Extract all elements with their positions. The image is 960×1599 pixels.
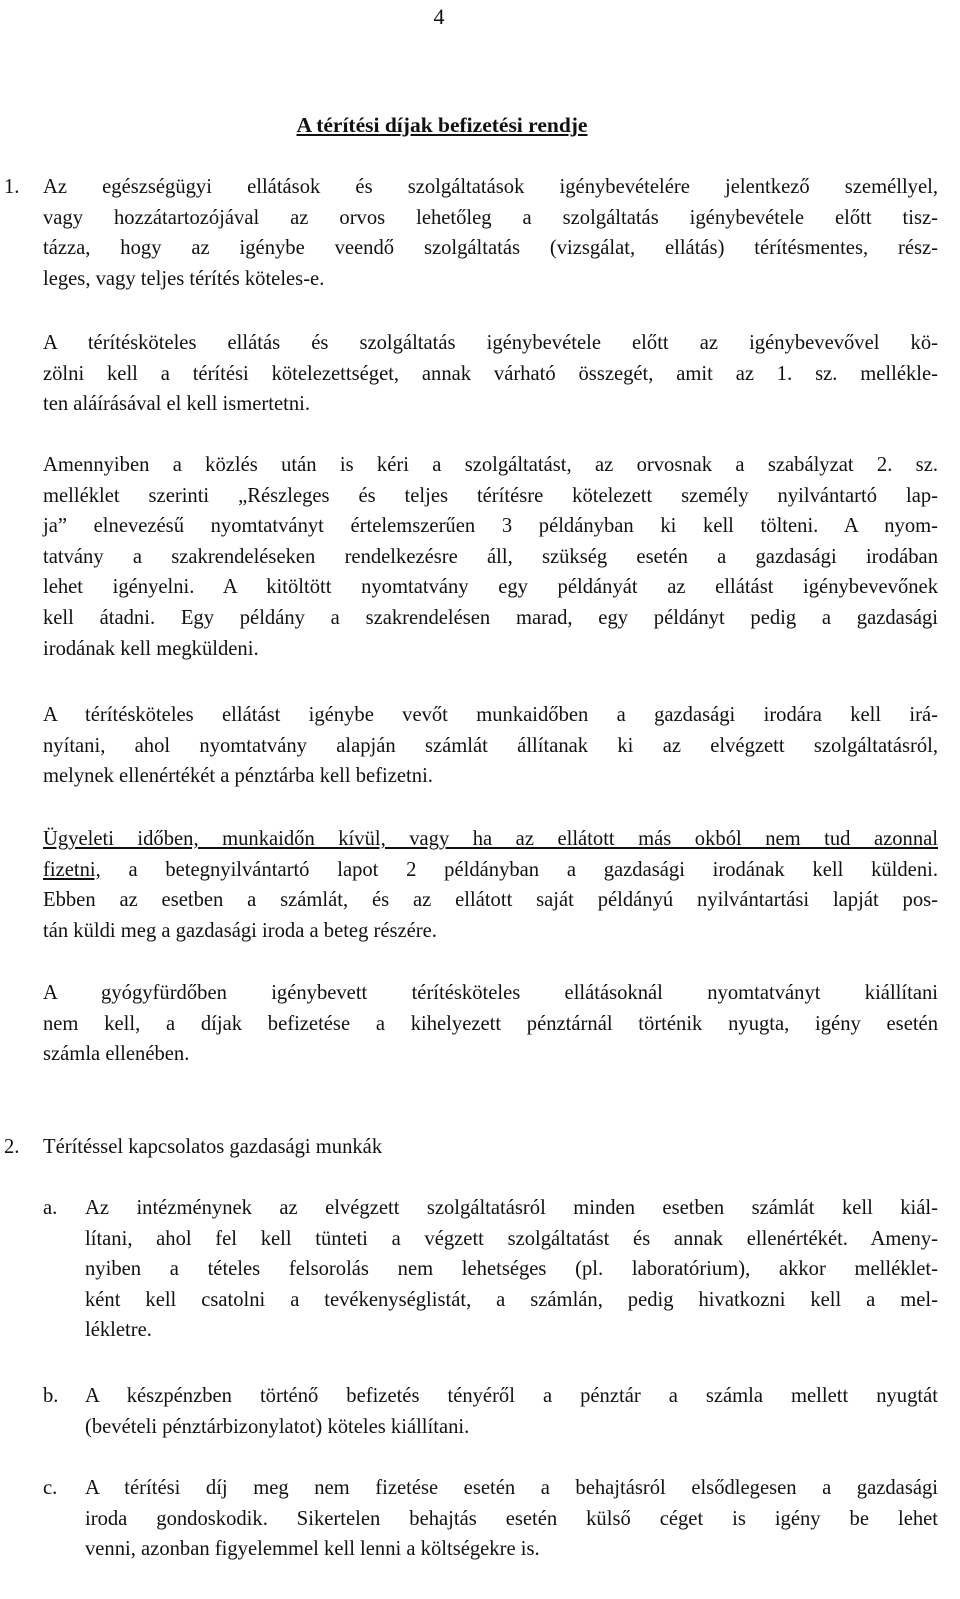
text-line: A térítési díj meg nem fizetése esetén a behajtásról elsődlegesen a gazdasági bbox=[85, 1477, 938, 1499]
text-line: Amennyiben a közlés után is kéri a szolgáltatást, az orvosnak a szabályzat 2. sz. bbox=[43, 454, 938, 476]
item-a-label: a. bbox=[43, 1197, 58, 1219]
text-line: venni, azonban figyelemmel kell lenni a költségekre is. bbox=[85, 1538, 540, 1561]
section-2-number: 2. bbox=[4, 1136, 20, 1158]
text-line: nem kell, a díjak befizetése a kihelyezett pénztárnál történik nyugta, igény esetén bbox=[43, 1012, 938, 1035]
text-line: lékletre. bbox=[85, 1319, 152, 1342]
text-line: ja” elnevezésű nyomtatványt értelemszerűen 3 példányban ki kell tölteni. A nyom- bbox=[43, 515, 938, 538]
page-title: A térítési díjak befizetési rendje bbox=[296, 113, 588, 137]
section-heading: Térítéssel kapcsolatos gazdasági munkák bbox=[43, 1136, 383, 1158]
text-line bbox=[43, 855, 938, 886]
item-c-label: c. bbox=[43, 1477, 58, 1499]
section-1-paragraph-6 bbox=[43, 978, 938, 1070]
text-line: nyiben a tételes felsorolás nem lehetséges (pl. laboratórium), akkor melléklet- bbox=[85, 1258, 938, 1281]
text-line: (bevételi pénztárbizonylatot) köteles kiállítani. bbox=[85, 1415, 470, 1438]
text-line: leges, vagy teljes térítés köteles-e. bbox=[43, 267, 325, 290]
item-b-label: b. bbox=[43, 1385, 59, 1407]
text-line: zölni kell a térítési kötelezettséget, annak várható összegét, amit az 1. sz. mellékle- bbox=[43, 362, 938, 385]
underlined-text-line: Ügyeleti időben, munkaidőn kívül, vagy ha az ellátott más okból nem tud azonnal bbox=[43, 828, 938, 850]
underlined-text: fizetni, bbox=[43, 858, 101, 881]
text-line: lítani, ahol fel kell tünteti a végzett szolgáltatást és annak ellenértékét. Ameny- bbox=[85, 1227, 938, 1250]
item-c-text bbox=[85, 1473, 938, 1565]
text-line: iroda gondoskodik. Sikertelen behajtás esetén külső céget is igény be lehet bbox=[85, 1507, 938, 1530]
text-line: irodának kell megküldeni. bbox=[43, 637, 259, 660]
text-fragment: a betegnyilvántartó lapot 2 példányban a gazdasági irodának kell küldeni. bbox=[100, 858, 938, 881]
text-line: kell átadni. Egy példány a szakrendelésen marad, egy példányt pedig a gazdasági bbox=[43, 606, 938, 629]
item-a-text bbox=[85, 1193, 938, 1346]
text-line: Az egészségügyi ellátások és szolgáltatások igénybevételére jelentkező személlyel, bbox=[43, 176, 938, 198]
section-1-paragraph-2 bbox=[43, 328, 938, 420]
text-line: melléklet szerinti „Részleges és teljes térítésre kötelezett személy nyilvántartó lap- bbox=[43, 484, 938, 507]
text-line: Ebben az esetben a számlát, és az ellátott saját példányú nyilvántartási lapját pos- bbox=[43, 889, 938, 912]
text-line: ten aláírásával el kell ismertetni. bbox=[43, 393, 311, 416]
text-line: tatvány a szakrendeléseken rendelkezésre áll, szükség esetén a gazdasági irodában bbox=[43, 545, 938, 568]
text-line: A térítésköteles ellátás és szolgáltatás igénybevétele előtt az igénybevevővel kö- bbox=[43, 332, 938, 354]
section-1-paragraph-5 bbox=[43, 824, 938, 946]
section-1-number: 1. bbox=[4, 176, 20, 198]
text-line: A készpénzben történő befizetés tényéről a pénztár a számla mellett nyugtát bbox=[85, 1385, 938, 1407]
section-1-paragraph-1 bbox=[43, 172, 938, 294]
text-line: Az intézménynek az elvégzett szolgáltatásról minden esetben számlát kell kiál- bbox=[85, 1197, 938, 1219]
text-line: lehet igényelni. A kitöltött nyomtatvány egy példányát az ellátást igénybevevőnek bbox=[43, 576, 938, 599]
text-line: melynek ellenértékét a pénztárba kell befizetni. bbox=[43, 765, 433, 788]
section-1-paragraph-4 bbox=[43, 700, 938, 792]
text-line: tázza, hogy az igénybe veendő szolgáltatás (vizsgálat, ellátás) térítésmentes, rész- bbox=[43, 237, 938, 260]
text-line: A gyógyfürdőben igénybevett térítésköteles ellátásoknál nyomtatványt kiállítani bbox=[43, 982, 938, 1004]
text-line: számla ellenében. bbox=[43, 1043, 190, 1066]
item-b-text bbox=[85, 1381, 938, 1442]
section-1-paragraph-3 bbox=[43, 450, 938, 664]
section-2-heading bbox=[43, 1132, 938, 1163]
text-line: vagy hozzátartozójával az orvos lehetőleg a szolgáltatás igénybevétele előtt tisz- bbox=[43, 206, 938, 229]
page-number: 4 bbox=[433, 4, 445, 29]
text-line: tán küldi meg a gazdasági iroda a beteg részére. bbox=[43, 919, 437, 942]
text-line: A térítésköteles ellátást igénybe vevőt munkaidőben a gazdasági irodára kell irá- bbox=[43, 704, 938, 726]
text-line: ként kell csatolni a tevékenységlistát, a számlán, pedig hivatkozni kell a mel- bbox=[85, 1288, 938, 1311]
text-line: nyítani, ahol nyomtatvány alapján számlát állítanak ki az elvégzett szolgáltatásról, bbox=[43, 734, 938, 757]
